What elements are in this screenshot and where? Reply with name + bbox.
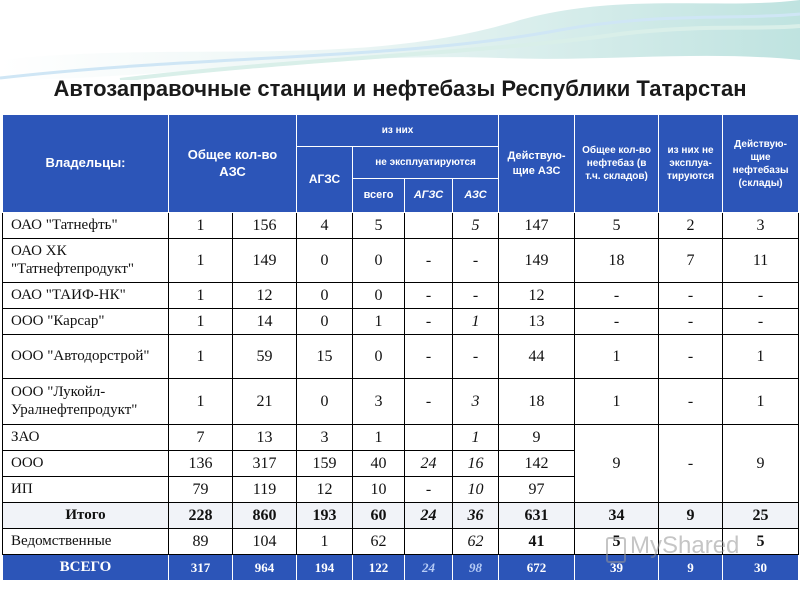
cell: 7 — [169, 425, 233, 451]
table-row — [3, 309, 799, 335]
header-all: всего — [353, 179, 405, 213]
cell: 44 — [499, 335, 575, 379]
cell: 16 — [453, 451, 499, 477]
cell: 228 — [169, 503, 233, 529]
cell: 0 — [297, 379, 353, 425]
cell — [405, 213, 453, 239]
cell: 1 — [453, 425, 499, 451]
cell: 1 — [575, 379, 659, 425]
cell — [659, 529, 723, 555]
cell: 10 — [353, 477, 405, 503]
cell: 25 — [723, 503, 799, 529]
row-owner: ООО "Карсар" — [3, 309, 169, 335]
cell: 1 — [353, 309, 405, 335]
cell: 1 — [723, 335, 799, 379]
cell: 193 — [297, 503, 353, 529]
cell: 97 — [499, 477, 575, 503]
cell: - — [659, 335, 723, 379]
cell: 1 — [169, 213, 233, 239]
row-owner: ОАО "ТАИФ-НК" — [3, 283, 169, 309]
cell: - — [575, 283, 659, 309]
cell: - — [405, 309, 453, 335]
merged-cell: - — [659, 425, 723, 503]
cell: 24 — [405, 503, 453, 529]
header-active-azs: Действую-щие АЗС — [499, 115, 575, 213]
cell: 7 — [659, 239, 723, 283]
table-row — [3, 529, 799, 555]
row-owner: ООО "Лукойл-Уралнефтепродукт" — [3, 379, 169, 425]
cell: 149 — [233, 239, 297, 283]
header-total-depots: Общее кол-во нефтебаз (в т.ч. складов) — [575, 115, 659, 213]
row-owner: Итого — [3, 503, 169, 529]
cell: - — [659, 283, 723, 309]
cell: 18 — [499, 379, 575, 425]
cell: 1 — [169, 283, 233, 309]
cell: 317 — [233, 451, 297, 477]
cell: 9 — [659, 503, 723, 529]
cell: 59 — [233, 335, 297, 379]
cell: 15 — [297, 335, 353, 379]
cell: 12 — [233, 283, 297, 309]
cell: 0 — [297, 309, 353, 335]
cell: 40 — [353, 451, 405, 477]
table-row — [3, 379, 799, 425]
cell — [405, 529, 453, 555]
cell: 1 — [169, 379, 233, 425]
cell: 79 — [169, 477, 233, 503]
cell: 34 — [575, 503, 659, 529]
cell: - — [723, 309, 799, 335]
cell: 9 — [659, 555, 723, 581]
header-not-operated: не эксплуатируются — [353, 147, 499, 179]
cell: 14 — [233, 309, 297, 335]
cell — [405, 425, 453, 451]
cell: 1 — [353, 425, 405, 451]
row-owner: ОАО "Татнефть" — [3, 213, 169, 239]
table-row — [3, 335, 799, 379]
cell: 3 — [353, 379, 405, 425]
row-owner: ЗАО — [3, 425, 169, 451]
cell: - — [405, 239, 453, 283]
cell: 142 — [499, 451, 575, 477]
merged-cell: 9 — [723, 425, 799, 503]
cell: 136 — [169, 451, 233, 477]
cell: 5 — [575, 529, 659, 555]
cell: - — [723, 283, 799, 309]
header-agzs: АГЗС — [297, 147, 353, 213]
row-owner: ООО — [3, 451, 169, 477]
cell: - — [405, 283, 453, 309]
table-row — [3, 283, 799, 309]
cell: 4 — [297, 213, 353, 239]
row-owner: ВСЕГО — [3, 555, 169, 581]
cell: 147 — [499, 213, 575, 239]
watermark-icon — [606, 537, 626, 563]
table-row — [3, 239, 799, 283]
table-row — [3, 213, 799, 239]
cell: 156 — [233, 213, 297, 239]
cell: 631 — [499, 503, 575, 529]
cell: - — [405, 335, 453, 379]
cell: - — [575, 309, 659, 335]
cell: 24 — [405, 555, 453, 581]
cell: - — [453, 335, 499, 379]
grand-total-row — [3, 555, 799, 581]
cell: 964 — [233, 555, 297, 581]
cell: 159 — [297, 451, 353, 477]
cell: 0 — [353, 283, 405, 309]
cell: 5 — [353, 213, 405, 239]
cell: - — [453, 283, 499, 309]
decorative-wave-banner — [0, 0, 800, 80]
cell: 5 — [723, 529, 799, 555]
cell: 1 — [453, 309, 499, 335]
cell: 0 — [297, 239, 353, 283]
header-owners: Владельцы: — [3, 115, 169, 213]
cell: 2 — [659, 213, 723, 239]
cell: - — [405, 477, 453, 503]
header-active-depots: Действую-щие нефтебазы (склады) — [723, 115, 799, 213]
cell: 3 — [723, 213, 799, 239]
cell: 3 — [453, 379, 499, 425]
cell: 5 — [575, 213, 659, 239]
cell: 41 — [499, 529, 575, 555]
cell: 860 — [233, 503, 297, 529]
header-azs-sub: АЗС — [453, 179, 499, 213]
page-title: Автозаправочные станции и нефтебазы Республики Татарстан — [53, 76, 747, 101]
cell: - — [405, 379, 453, 425]
cell: 104 — [233, 529, 297, 555]
cell: 3 — [297, 425, 353, 451]
cell: 119 — [233, 477, 297, 503]
cell: 5 — [453, 213, 499, 239]
cell: 24 — [405, 451, 453, 477]
cell: 0 — [353, 335, 405, 379]
cell: 89 — [169, 529, 233, 555]
cell: 10 — [453, 477, 499, 503]
table-row — [3, 425, 799, 451]
stations-table — [2, 114, 799, 581]
cell: 13 — [233, 425, 297, 451]
cell: 13 — [499, 309, 575, 335]
cell: 62 — [453, 529, 499, 555]
header-total-azs: Общее кол-во АЗС — [169, 115, 297, 213]
cell: 11 — [723, 239, 799, 283]
cell: 39 — [575, 555, 659, 581]
header-of-them-not-operated: из них не эксплуа-тируются — [659, 115, 723, 213]
cell: 122 — [353, 555, 405, 581]
header-agzs-sub: АГЗС — [405, 179, 453, 213]
cell: 1 — [169, 309, 233, 335]
cell: - — [659, 309, 723, 335]
cell: 9 — [499, 425, 575, 451]
cell: 12 — [499, 283, 575, 309]
header-of-them: из них — [297, 115, 499, 147]
cell: 1 — [297, 529, 353, 555]
cell: - — [659, 379, 723, 425]
cell: - — [453, 239, 499, 283]
total-row — [3, 503, 799, 529]
cell: 18 — [575, 239, 659, 283]
cell: 12 — [297, 477, 353, 503]
cell: 1 — [723, 379, 799, 425]
row-owner: ОАО ХК "Татнефтепродукт" — [3, 239, 169, 283]
cell: 1 — [169, 335, 233, 379]
watermark: MyShared — [630, 532, 740, 559]
cell: 317 — [169, 555, 233, 581]
row-owner: ИП — [3, 477, 169, 503]
cell: 194 — [297, 555, 353, 581]
cell: 98 — [453, 555, 499, 581]
cell: 21 — [233, 379, 297, 425]
cell: 60 — [353, 503, 405, 529]
cell: 149 — [499, 239, 575, 283]
cell: 0 — [353, 239, 405, 283]
cell: 672 — [499, 555, 575, 581]
cell: 1 — [575, 335, 659, 379]
cell: 1 — [169, 239, 233, 283]
row-owner: ООО "Автодорстрой" — [3, 335, 169, 379]
cell: 30 — [723, 555, 799, 581]
cell: 62 — [353, 529, 405, 555]
row-owner: Ведомственные — [3, 529, 169, 555]
cell: 0 — [297, 283, 353, 309]
cell: 36 — [453, 503, 499, 529]
merged-cell: 9 — [575, 425, 659, 503]
